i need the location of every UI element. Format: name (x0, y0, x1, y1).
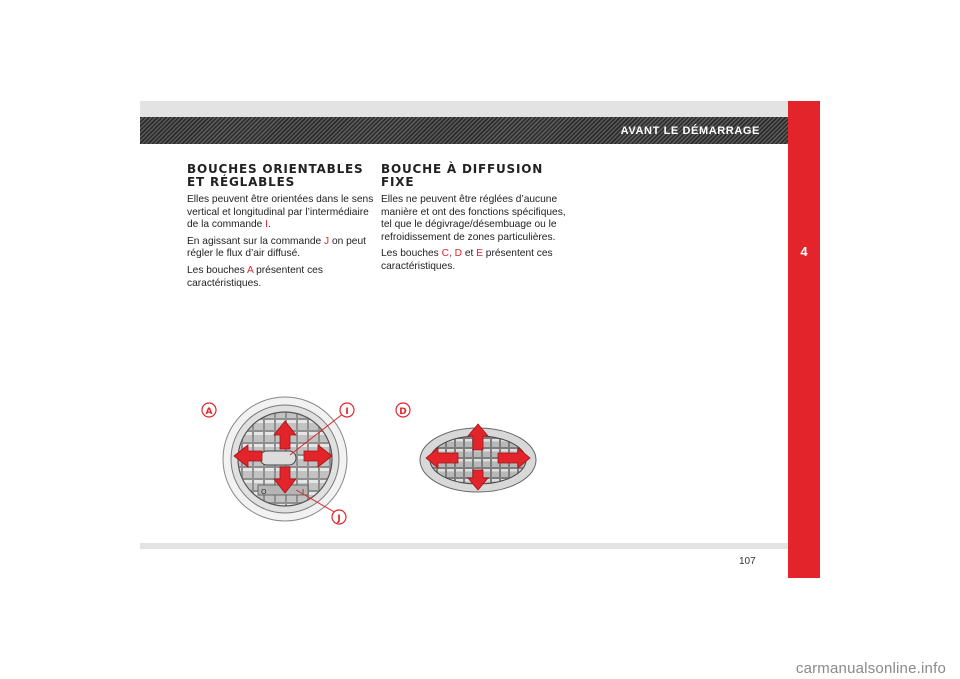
ref-letter: A (247, 264, 254, 276)
paragraph (187, 194, 379, 232)
paragraph (187, 236, 379, 261)
paragraph (187, 265, 379, 290)
text: Elles peuvent être orientées dans le sens vertical et longitudinal par l’intermédiaire de la commande (187, 194, 374, 231)
text: Les bouches (381, 248, 442, 260)
text: . (268, 219, 271, 231)
knob-mark-i: I (302, 488, 305, 496)
section-title-line: BOUCHE À DIFFUSION (381, 162, 544, 176)
right-column (381, 163, 573, 278)
knob-mark-o: O (261, 488, 267, 496)
ref-letter: C (441, 248, 449, 260)
fixed-vent-figure (392, 398, 542, 498)
left-column (187, 163, 379, 294)
section-title-line: ET RÉGLABLES (187, 175, 296, 189)
paragraph (381, 248, 573, 273)
section-title-line: FIXE (381, 175, 415, 189)
text: Les bouches (187, 264, 248, 276)
section-title-fixe (381, 163, 573, 189)
section-title-line: BOUCHES ORIENTABLES (187, 162, 364, 176)
header-band (140, 117, 788, 144)
watermark: carmanualsonline.info (795, 660, 946, 677)
header-title: AVANT LE DÉMARRAGE (620, 125, 760, 137)
text: En agissant sur la commande (187, 235, 325, 247)
text: , (448, 248, 455, 260)
ref-letter: I (265, 219, 268, 231)
text: on peut régler le flux d’air diffusé. (187, 235, 366, 260)
bottom-gray-band (140, 543, 788, 549)
text: présentent ces caractéristiques. (381, 248, 553, 272)
top-gray-band (140, 101, 788, 117)
label-j: J (337, 514, 341, 524)
paragraph: Elles ne peuvent être réglées d’aucune manière et ont des fonctions spécifiques, tel que le dégivrage/désembuage ou le refroidissement de zones particulières. (381, 194, 566, 243)
ref-letter: J (324, 235, 330, 247)
chapter-tab (788, 101, 820, 578)
ref-letter: E (476, 248, 483, 260)
section-title-orientables (187, 163, 379, 189)
page-number: 107 (739, 556, 756, 567)
label-d: D (399, 407, 407, 417)
ref-letter: D (454, 248, 462, 260)
text: et (462, 248, 477, 260)
round-vent-figure (198, 395, 358, 530)
control-knob-i (260, 451, 296, 465)
text: présentent ces caractéristiques. (187, 264, 323, 289)
label-a: A (205, 407, 213, 417)
chapter-number: 4 (800, 244, 808, 259)
label-i: I (345, 407, 349, 417)
